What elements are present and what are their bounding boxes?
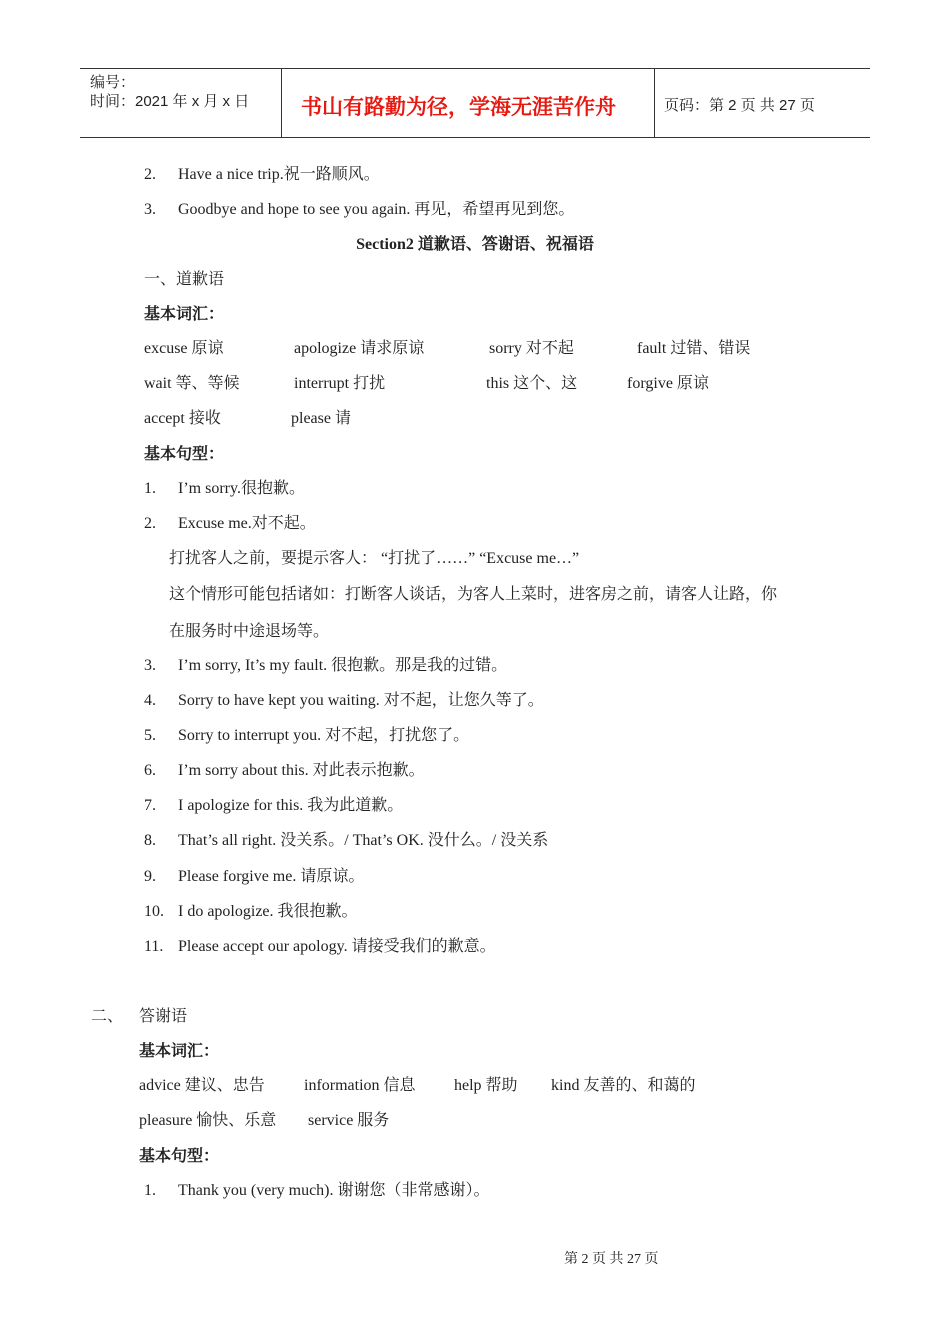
header-page-label: 页码：第 2 页 共 27 页 bbox=[664, 97, 815, 114]
note-line: 这个情形可能包括诸如：打断客人谈话，为客人上菜时，进客房之前，请客人让路，你 bbox=[169, 586, 778, 603]
part1-heading: 一、道歉语 bbox=[144, 271, 225, 288]
note-line: 打扰客人之前，要提示客人： “打扰了……” “Excuse me…” bbox=[169, 550, 580, 567]
vocab-entry: this 这个、这 bbox=[486, 375, 578, 392]
vocab-entry: service 服务 bbox=[308, 1112, 390, 1129]
vocab-entry: forgive 原谅 bbox=[627, 375, 709, 392]
list-item: 4. Sorry to have kept you waiting. 对不起，让您久等了。 bbox=[144, 692, 544, 709]
vocab-entry: kind 友善的、和蔼的 bbox=[551, 1077, 696, 1094]
list-item: 3. Goodbye and hope to see you again. 再见，希望再见到您。 bbox=[144, 201, 575, 218]
vocab-entry: help 帮助 bbox=[454, 1077, 518, 1094]
vocab-entry: interrupt 打扰 bbox=[294, 375, 386, 392]
vocab-entry: information 信息 bbox=[304, 1077, 416, 1094]
list-item: 9. Please forgive me. 请原谅。 bbox=[144, 868, 365, 885]
part2-vocab-label: 基本词汇： bbox=[139, 1043, 220, 1060]
list-item: 5. Sorry to interrupt you. 对不起，打扰您了。 bbox=[144, 727, 470, 744]
list-item: 3. I’m sorry, It’s my fault. 很抱歉。那是我的过错。 bbox=[144, 657, 508, 674]
vocab-entry: wait 等、等候 bbox=[144, 375, 240, 392]
list-item: 7. I apologize for this. 我为此道歉。 bbox=[144, 797, 404, 814]
vocab-entry: accept 接收 bbox=[144, 410, 221, 427]
list-item: 6. I’m sorry about this. 对此表示抱歉。 bbox=[144, 762, 425, 779]
part2-number: 二、 bbox=[91, 1008, 124, 1025]
vocab-entry: excuse 原谅 bbox=[144, 340, 224, 357]
header-time-label: 时间：2021 年 x 月 x 日 bbox=[90, 93, 250, 110]
part2-sentence-label: 基本句型： bbox=[139, 1148, 220, 1165]
vocab-entry: please 请 bbox=[291, 410, 351, 427]
list-item: 2. Have a nice trip.祝一路顺风。 bbox=[144, 166, 380, 183]
vocab-entry: sorry 对不起 bbox=[489, 340, 574, 357]
list-item: 10. I do apologize. 我很抱歉。 bbox=[144, 903, 358, 920]
list-item: 1. Thank you (very much). 谢谢您（非常感谢）。 bbox=[144, 1182, 490, 1199]
vocab-entry: pleasure 愉快、乐意 bbox=[139, 1112, 277, 1129]
part1-sentence-label: 基本句型： bbox=[144, 446, 225, 463]
section-title: Section2 道歉语、答谢语、祝福语 bbox=[356, 236, 594, 253]
part2-heading: 答谢语 bbox=[139, 1008, 188, 1025]
list-item: 11. Please accept our apology. 请接受我们的歉意。 bbox=[144, 938, 496, 955]
list-item: 8. That’s all right. 没关系。/ That’s OK. 没什么。/ 没关系 bbox=[144, 832, 549, 849]
note-line: 在服务时中途退场等。 bbox=[169, 623, 330, 640]
vocab-entry: advice 建议、忠告 bbox=[139, 1077, 265, 1094]
page-header bbox=[80, 68, 870, 138]
header-motto: 书山有路勤为径，学海无涯苦作舟 bbox=[301, 95, 616, 119]
list-item: 2. Excuse me.对不起。 bbox=[144, 515, 316, 532]
part1-vocab-label: 基本词汇： bbox=[144, 306, 225, 323]
page-footer: 第 2 页 共 27 页 bbox=[564, 1252, 659, 1267]
header-number-label: 编号： bbox=[90, 74, 136, 91]
header-divider bbox=[281, 69, 282, 137]
header-divider bbox=[654, 69, 655, 137]
vocab-entry: apologize 请求原谅 bbox=[294, 340, 425, 357]
list-item: 1. I’m sorry.很抱歉。 bbox=[144, 480, 305, 497]
vocab-entry: fault 过错、错误 bbox=[637, 340, 751, 357]
